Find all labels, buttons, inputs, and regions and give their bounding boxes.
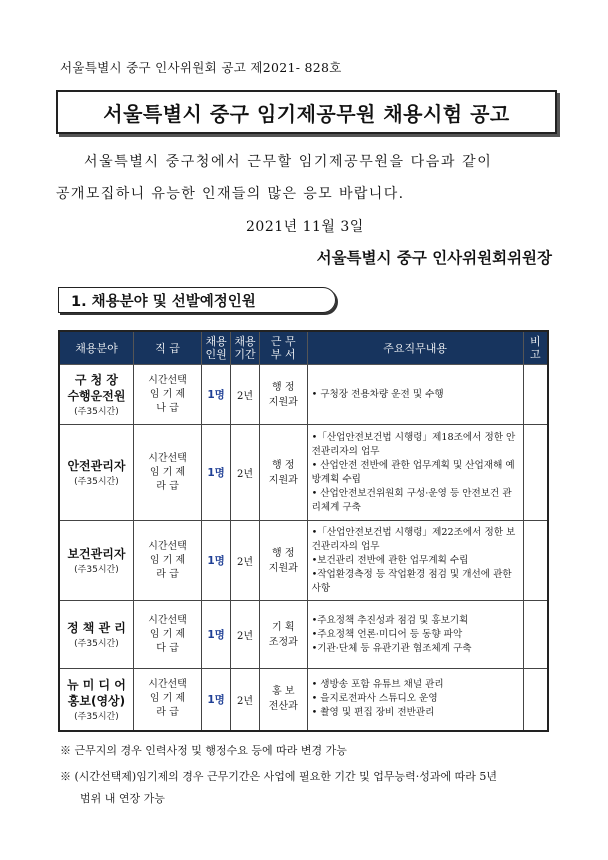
grade-line: 다 급 [156, 642, 179, 654]
work-hours: (주35시간) [74, 477, 119, 487]
table-row [59, 425, 548, 521]
header-dept-text: 근 무 부 서 [270, 335, 296, 361]
dept-cell [260, 365, 308, 425]
duties-cell [307, 425, 523, 521]
duty-item: •주요정책 언론·미디어 등 동향 파악 [311, 628, 463, 640]
dept-line: 전산과 [268, 701, 298, 713]
duties-cell [307, 521, 523, 601]
dept-line: 조정과 [268, 636, 298, 648]
field-cell [59, 669, 133, 731]
grade-line: 임 기 제 [149, 388, 186, 400]
remark-cell [523, 521, 548, 601]
grade-line: 임 기 제 [149, 693, 186, 705]
duty-item: •기관·단체 등 유관기관 협조체계 구축 [311, 642, 472, 654]
field-cell [59, 425, 133, 521]
field-name: 수행운전원 [67, 389, 126, 403]
period-cell: 2년 [231, 425, 260, 521]
table-header-row [59, 331, 548, 365]
dept-line: 지원과 [268, 474, 298, 486]
table-row [59, 669, 548, 731]
page-title: 서울특별시 중구 임기제공무원 채용시험 공고 [103, 101, 510, 126]
dept-cell [260, 425, 308, 521]
header-period [231, 331, 260, 365]
count-cell: 1명 [202, 425, 231, 521]
duty-item: • 촬영 및 편집 장비 전반관리 [311, 707, 435, 719]
dept-cell [260, 521, 308, 601]
dept-line: 행 정 [272, 547, 295, 559]
header-field-text: 채용분야 [75, 341, 118, 355]
header-grade-text: 직 급 [155, 341, 180, 355]
dept-line: 행 정 [272, 459, 295, 471]
dept-cell [260, 601, 308, 669]
dept-line: 기 획 [272, 621, 295, 633]
table-row [59, 365, 548, 425]
grade-line: 시간선택 [148, 540, 187, 552]
period-cell: 2년 [231, 601, 260, 669]
period-cell: 2년 [231, 521, 260, 601]
grade-line: 시간선택 [148, 679, 187, 691]
duty-item: •「산업안전보건법 시행령」제22조에서 정한 보건관리자의 업무 [311, 526, 516, 552]
header-dept [260, 331, 308, 365]
dept-line: 홍 보 [272, 686, 295, 698]
header-remark-text: 비 고 [529, 335, 541, 361]
period-cell: 2년 [231, 365, 260, 425]
header-period-text: 채용 기간 [234, 335, 256, 361]
grade-line: 라 급 [156, 480, 179, 492]
header-duties-text: 주요직무내용 [383, 341, 447, 355]
section-title: 1. 채용분야 및 선발예정인원 [71, 293, 256, 310]
field-name: 구 청 장 [74, 373, 119, 387]
remark-cell [523, 669, 548, 731]
field-name: 뉴 미 디 어 [67, 677, 126, 692]
grade-cell [133, 601, 201, 669]
grade-line: 시간선택 [148, 374, 187, 386]
grade-line: 나 급 [156, 402, 179, 414]
duty-item: • 을지로전파사 스튜디오 운영 [311, 693, 438, 705]
duties-cell [307, 601, 523, 669]
grade-cell [133, 521, 201, 601]
duty-item: •보건관리 전반에 관한 업무계획 수립 [311, 554, 469, 566]
work-hours: (주35시간) [74, 407, 119, 417]
recruitment-table [58, 330, 549, 732]
duty-item: • 산업안전보건위원회 구성·운영 등 안전보건 관리체계 구축 [311, 487, 512, 513]
count-cell: 1명 [202, 365, 231, 425]
footnote-2-line-1: ※ (시간선택제)임기제의 경우 근무기간은 사업에 필요한 기간 및 업무능력·성과에 따라 5년 [60, 770, 497, 783]
notice-date: 2021년 11월 3일 [246, 219, 364, 235]
field-cell [59, 365, 133, 425]
remark-cell [523, 601, 548, 669]
title-box [56, 90, 557, 134]
grade-cell [133, 425, 201, 521]
period-cell: 2년 [231, 669, 260, 731]
field-name: 보건관리자 [67, 547, 126, 561]
dept-line: 지원과 [268, 562, 298, 574]
header-grade [133, 331, 201, 365]
duty-item: •주요정책 추진성과 점검 및 홍보기획 [311, 614, 469, 626]
header-count-text: 채용 인원 [205, 335, 227, 361]
section-header [58, 287, 336, 313]
duty-item: • 생방송 포함 유튜브 채널 관리 [311, 679, 444, 691]
field-name: 홍보(영상) [67, 693, 126, 708]
header-count [202, 331, 231, 365]
duties-cell [307, 365, 523, 425]
notice-number: 서울특별시 중구 인사위원회 공고 제2021- 828호 [60, 60, 342, 75]
work-hours: (주35시간) [74, 639, 119, 649]
grade-cell [133, 669, 201, 731]
work-hours: (주35시간) [74, 711, 119, 722]
count-cell: 1명 [202, 669, 231, 731]
grade-line: 라 급 [156, 707, 179, 719]
work-hours: (주35시간) [74, 565, 119, 575]
field-name: 안전관리자 [67, 459, 126, 473]
count-cell: 1명 [202, 601, 231, 669]
intro-paragraph [56, 146, 556, 210]
grade-line: 임 기 제 [149, 628, 186, 640]
grade-cell [133, 365, 201, 425]
footnote-1: ※ 근무지의 경우 인력사정 및 행정수요 등에 따라 변경 가능 [60, 744, 347, 757]
header-duties [307, 331, 523, 365]
count-cell: 1명 [202, 521, 231, 601]
grade-line: 임 기 제 [149, 554, 186, 566]
grade-line: 시간선택 [148, 614, 187, 626]
remark-cell [523, 365, 548, 425]
signer: 서울특별시 중구 인사위원회위원장 [316, 249, 552, 267]
grade-line: 시간선택 [148, 452, 187, 464]
footnote-2-line-2: 범위 내 연장 가능 [80, 792, 165, 805]
dept-line: 지원과 [268, 396, 298, 408]
field-cell [59, 521, 133, 601]
intro-line-1: 서울특별시 중구청에서 근무할 임기제공무원을 다음과 같이 [84, 154, 493, 170]
remark-cell [523, 425, 548, 521]
grade-line: 라 급 [156, 568, 179, 580]
dept-line: 행 정 [272, 381, 295, 393]
duty-item: •작업환경측정 등 작업환경 점검 및 개선에 관한 사항 [311, 568, 512, 594]
header-remark [523, 331, 548, 365]
duty-item: • 구청장 전용차량 운전 및 수행 [311, 388, 444, 400]
duty-item: • 산업안전 전반에 관한 업무계획 및 산업재해 예방계획 수립 [311, 459, 515, 485]
table-row [59, 601, 548, 669]
header-field [59, 331, 133, 365]
table-row [59, 521, 548, 601]
duty-item: •「산업안전보건법 시행령」제18조에서 정한 안전관리자의 업무 [311, 431, 516, 457]
intro-line-2: 공개모집하니 유능한 인재들의 많은 응모 바랍니다. [56, 186, 405, 202]
field-cell [59, 601, 133, 669]
field-name: 정 책 관 리 [67, 621, 126, 635]
grade-line: 임 기 제 [149, 466, 186, 478]
dept-cell [260, 669, 308, 731]
duties-cell [307, 669, 523, 731]
